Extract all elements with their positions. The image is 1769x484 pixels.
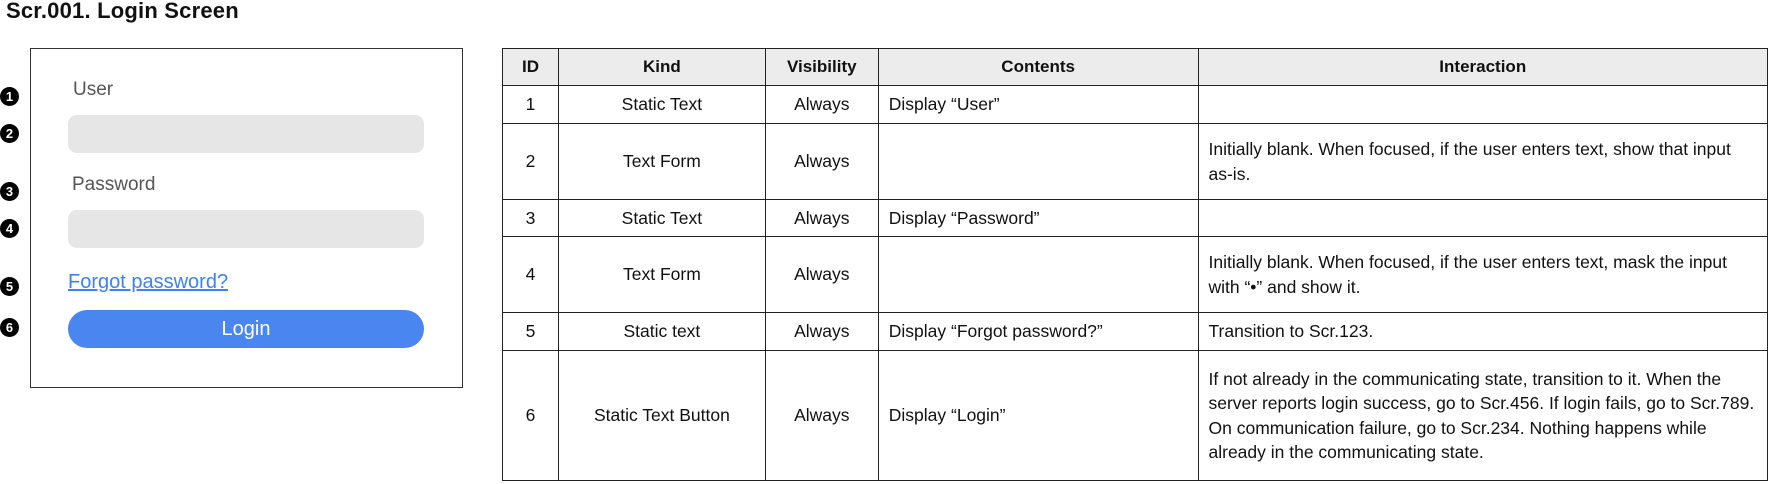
cell-contents: Display “Login” bbox=[878, 351, 1198, 481]
cell-contents bbox=[878, 237, 1198, 313]
password-label: Password bbox=[72, 174, 156, 195]
cell-interaction: Transition to Scr.123. bbox=[1198, 313, 1768, 351]
marker-5: 5 bbox=[0, 277, 19, 296]
cell-visibility: Always bbox=[765, 351, 878, 481]
header-visibility: Visibility bbox=[765, 49, 878, 86]
cell-kind: Static Text bbox=[558, 200, 765, 237]
table-row bbox=[503, 313, 1768, 351]
cell-interaction: If not already in the communicating state, transition to it. When the server reports login success, go to Scr.456. If login fails, go to Scr.789. On communication failure, go to Scr.234. Nothing happens while already in the communicating state. bbox=[1198, 351, 1768, 481]
cell-visibility: Always bbox=[765, 124, 878, 200]
cell-interaction: Initially blank. When focused, if the user enters text, mask the input with “•” and show it. bbox=[1198, 237, 1768, 313]
cell-contents bbox=[878, 124, 1198, 200]
cell-id: 4 bbox=[503, 237, 559, 313]
page-title: Scr.001. Login Screen bbox=[6, 0, 239, 23]
forgot-password-link[interactable]: Forgot password? bbox=[68, 271, 229, 293]
table-row bbox=[503, 200, 1768, 237]
marker-1: 1 bbox=[0, 87, 19, 106]
login-button[interactable]: Login bbox=[68, 310, 424, 348]
user-input[interactable] bbox=[68, 115, 424, 153]
cell-interaction bbox=[1198, 200, 1768, 237]
table-row bbox=[503, 237, 1768, 313]
header-kind: Kind bbox=[558, 49, 765, 86]
marker-6: 6 bbox=[0, 318, 19, 337]
cell-contents: Display “Forgot password?” bbox=[878, 313, 1198, 351]
cell-kind: Static Text Button bbox=[558, 351, 765, 481]
user-label: User bbox=[73, 79, 114, 100]
table-header-row bbox=[503, 49, 1768, 86]
cell-id: 6 bbox=[503, 351, 559, 481]
table-row bbox=[503, 351, 1768, 481]
cell-kind: Static text bbox=[558, 313, 765, 351]
header-id: ID bbox=[503, 49, 559, 86]
spec-table bbox=[502, 48, 1768, 481]
cell-visibility: Always bbox=[765, 200, 878, 237]
cell-id: 1 bbox=[503, 86, 559, 124]
cell-interaction bbox=[1198, 86, 1768, 124]
cell-interaction: Initially blank. When focused, if the user enters text, show that input as-is. bbox=[1198, 124, 1768, 200]
marker-4: 4 bbox=[0, 219, 19, 238]
cell-kind: Text Form bbox=[558, 237, 765, 313]
password-input[interactable] bbox=[68, 210, 424, 248]
cell-visibility: Always bbox=[765, 86, 878, 124]
header-interaction: Interaction bbox=[1198, 49, 1768, 86]
table-row bbox=[503, 86, 1768, 124]
login-screen-mockup bbox=[30, 48, 463, 388]
cell-kind: Text Form bbox=[558, 124, 765, 200]
cell-kind: Static Text bbox=[558, 86, 765, 124]
cell-id: 3 bbox=[503, 200, 559, 237]
cell-visibility: Always bbox=[765, 237, 878, 313]
table-row bbox=[503, 124, 1768, 200]
cell-id: 5 bbox=[503, 313, 559, 351]
cell-id: 2 bbox=[503, 124, 559, 200]
marker-3: 3 bbox=[0, 182, 19, 201]
cell-contents: Display “Password” bbox=[878, 200, 1198, 237]
marker-2: 2 bbox=[0, 124, 19, 143]
cell-visibility: Always bbox=[765, 313, 878, 351]
header-contents: Contents bbox=[878, 49, 1198, 86]
cell-contents: Display “User” bbox=[878, 86, 1198, 124]
